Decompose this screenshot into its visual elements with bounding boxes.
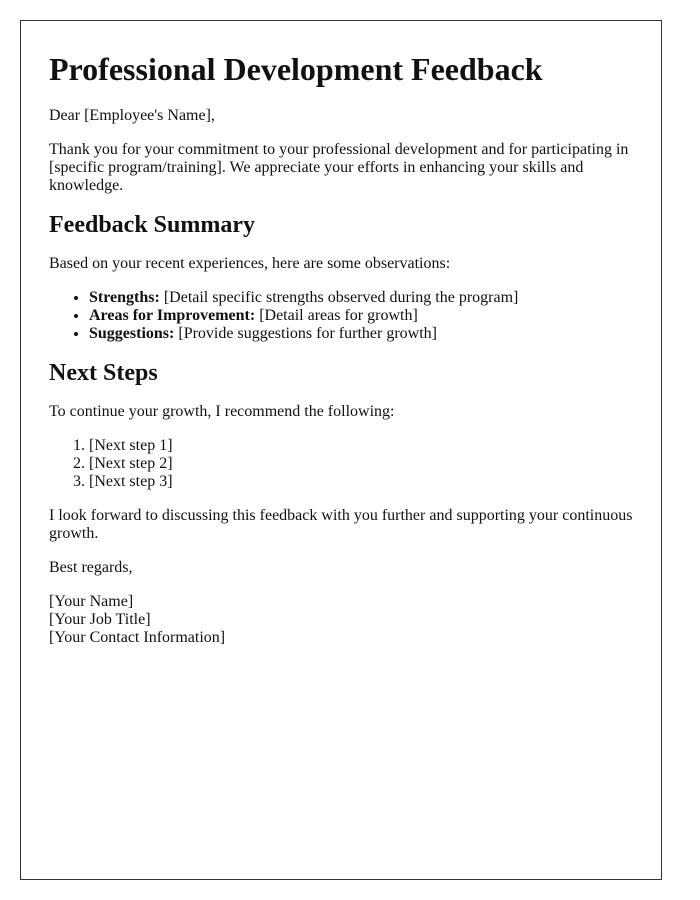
page-title: Professional Development Feedback (49, 51, 543, 87)
closing-paragraph: I look forward to discussing this feedback with you further and supporting your continuous growth. (49, 507, 633, 542)
item-text: [Detail areas for growth] (255, 307, 418, 324)
item-label: Areas for Improvement: (89, 307, 256, 324)
feedback-letter (20, 20, 662, 880)
observations-list (49, 289, 633, 343)
next-steps-intro: To continue your growth, I recommend the following: (49, 403, 395, 420)
intro-paragraph: Thank you for your commitment to your professional development and for participating in [specific program/training]. We appreciate your efforts in enhancing your skills and knowledge. (49, 141, 629, 194)
item-text: [Provide suggestions for further growth] (174, 325, 437, 342)
greeting: Dear [Employee's Name], (49, 107, 215, 124)
signoff: Best regards, (49, 559, 133, 576)
list-item: 2. [Next step 2] (89, 455, 633, 473)
item-text: [Detail specific strengths observed during the program] (159, 289, 519, 306)
next-steps-heading: Next Steps (49, 360, 158, 386)
next-steps-list (49, 437, 633, 491)
list-item (89, 325, 633, 343)
feedback-summary-heading: Feedback Summary (49, 212, 255, 238)
list-item: 1. [Next step 1] (89, 437, 633, 455)
signature-contact: [Your Contact Information] (49, 629, 226, 646)
signature-block (49, 593, 633, 647)
list-item (89, 307, 633, 325)
summary-intro: Based on your recent experiences, here are some observations: (49, 255, 451, 272)
list-item (89, 289, 633, 307)
signature-name: [Your Name] (49, 593, 134, 610)
item-label: Strengths: (89, 289, 160, 306)
signature-job-title: [Your Job Title] (49, 611, 151, 628)
list-item: 3. [Next step 3] (89, 473, 633, 491)
item-label: Suggestions: (89, 325, 175, 342)
